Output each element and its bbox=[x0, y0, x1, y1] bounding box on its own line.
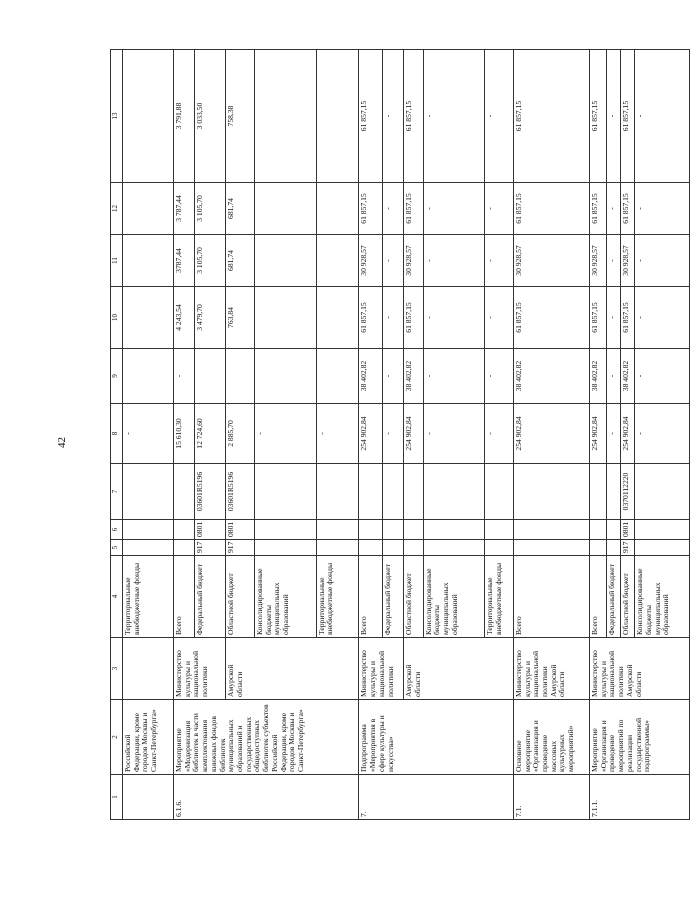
cell: 61 857,15 bbox=[620, 183, 634, 235]
cell: 61 857,15 bbox=[513, 183, 589, 235]
cell bbox=[122, 775, 173, 820]
cell bbox=[383, 520, 404, 540]
cell: - bbox=[423, 349, 485, 404]
cell: 61 857,15 bbox=[620, 287, 634, 349]
cell bbox=[635, 464, 690, 520]
cell bbox=[174, 464, 195, 520]
cell: - bbox=[485, 235, 514, 287]
cell: Министерство культуры и национальной политики bbox=[174, 638, 226, 700]
header-cell: 7 bbox=[111, 464, 123, 520]
cell: 4 243,54 bbox=[174, 287, 195, 349]
header-cell: 1 bbox=[111, 775, 123, 820]
cell: - bbox=[423, 183, 485, 235]
cell: Российской Федерации, кроме городов Москвы и Санкт-Петербурга» bbox=[122, 700, 173, 775]
cell: Федеральный бюджет bbox=[195, 556, 226, 638]
cell: 61 857,15 bbox=[404, 287, 423, 349]
cell bbox=[316, 464, 359, 520]
cell: - bbox=[606, 404, 620, 464]
cell bbox=[635, 520, 690, 540]
cell: Всего bbox=[359, 556, 383, 638]
cell: Министерство культуры и национальной политики Амурской области bbox=[590, 638, 690, 700]
cell bbox=[606, 464, 620, 520]
cell: - bbox=[174, 349, 195, 404]
cell bbox=[359, 520, 383, 540]
cell: 7.1.1. bbox=[590, 775, 690, 820]
cell: 917 bbox=[195, 540, 226, 556]
cell: 3 479,70 bbox=[195, 287, 226, 349]
cell: - bbox=[423, 404, 485, 464]
cell: - bbox=[635, 287, 690, 349]
cell bbox=[359, 464, 383, 520]
cell bbox=[513, 540, 589, 556]
header-cell: 6 bbox=[111, 520, 123, 540]
cell: Федеральный бюджет bbox=[606, 556, 620, 638]
cell: 3 791,88 bbox=[174, 50, 195, 183]
header-cell: 3 bbox=[111, 638, 123, 700]
cell: 3 033,50 bbox=[195, 50, 226, 183]
header-cell: 10 bbox=[111, 287, 123, 349]
cell bbox=[383, 464, 404, 520]
cell bbox=[423, 520, 485, 540]
cell: Всего bbox=[590, 556, 607, 638]
cell: 0801 bbox=[195, 520, 226, 540]
budget-table bbox=[110, 49, 690, 820]
header-row bbox=[111, 50, 123, 820]
cell: 30 928,57 bbox=[404, 235, 423, 287]
header-cell: 4 bbox=[111, 556, 123, 638]
cell: Консолидированные бюджеты муниципальных образований bbox=[254, 556, 316, 638]
cell bbox=[513, 464, 589, 520]
cell bbox=[122, 520, 173, 540]
cell: Подпрограмма «Мероприятия в сфере культуры и искусства» bbox=[359, 700, 513, 775]
cell: 03601R5196 bbox=[195, 464, 226, 520]
cell: Областной бюджет bbox=[404, 556, 423, 638]
header-cell: 11 bbox=[111, 235, 123, 287]
cell bbox=[316, 183, 359, 235]
cell: Всего bbox=[513, 556, 589, 638]
cell: 917 bbox=[226, 540, 255, 556]
cell: 2 885,70 bbox=[226, 404, 255, 464]
cell: - bbox=[485, 287, 514, 349]
table-row bbox=[590, 50, 607, 820]
cell: 03601R5196 bbox=[226, 464, 255, 520]
cell: 38 402,82 bbox=[620, 349, 634, 404]
cell: 61 857,15 bbox=[513, 50, 589, 183]
cell: - bbox=[316, 404, 359, 464]
cell: - bbox=[606, 349, 620, 404]
cell bbox=[606, 540, 620, 556]
cell bbox=[254, 183, 316, 235]
cell bbox=[174, 540, 195, 556]
cell: 12 724,60 bbox=[195, 404, 226, 464]
cell: - bbox=[423, 50, 485, 183]
cell: Территориальные внебюджетные фонды bbox=[122, 556, 173, 638]
cell: - bbox=[485, 50, 514, 183]
page-number: 42 bbox=[56, 437, 68, 448]
cell: 38 402,82 bbox=[513, 349, 589, 404]
cell: 254 902,84 bbox=[513, 404, 589, 464]
cell bbox=[635, 540, 690, 556]
cell: - bbox=[485, 183, 514, 235]
cell: Областной бюджет bbox=[226, 556, 255, 638]
cell: 38 402,82 bbox=[359, 349, 383, 404]
cell: 3 787,44 bbox=[174, 183, 195, 235]
cell: 61 857,15 bbox=[359, 287, 383, 349]
cell: 61 857,15 bbox=[359, 183, 383, 235]
cell: Основное мероприятие «Организация и проведение массовых культурных мероприятий» bbox=[513, 700, 589, 775]
cell: Мероприятие «Модернизация библиотек в части комплектования книжных фондов библиотек муниципальных образований и государственных общедоступных библиотек субъектов Российской Федерации, кроме городов Москвы и Санкт-Петербурга» bbox=[174, 700, 359, 775]
cell: - bbox=[635, 349, 690, 404]
table-row bbox=[513, 50, 589, 820]
cell: - bbox=[383, 235, 404, 287]
cell bbox=[254, 464, 316, 520]
header-cell: 13 bbox=[111, 50, 123, 183]
cell bbox=[122, 464, 173, 520]
cell bbox=[513, 520, 589, 540]
cell: - bbox=[635, 235, 690, 287]
cell: 681,74 bbox=[226, 235, 255, 287]
cell: 30 928,57 bbox=[513, 235, 589, 287]
cell bbox=[316, 235, 359, 287]
cell: - bbox=[383, 404, 404, 464]
table-row bbox=[122, 50, 173, 820]
cell: - bbox=[383, 50, 404, 183]
cell: Территориальные внебюджетные фонды bbox=[485, 556, 514, 638]
header-cell: 2 bbox=[111, 700, 123, 775]
header-cell: 5 bbox=[111, 540, 123, 556]
cell: 61 857,15 bbox=[590, 183, 607, 235]
cell: 758,38 bbox=[226, 50, 255, 183]
cell bbox=[404, 520, 423, 540]
cell bbox=[485, 540, 514, 556]
cell bbox=[485, 464, 514, 520]
cell: 61 857,15 bbox=[359, 50, 383, 183]
cell: - bbox=[635, 404, 690, 464]
cell bbox=[316, 50, 359, 183]
cell: - bbox=[122, 404, 173, 464]
cell: Областной бюджет bbox=[620, 556, 634, 638]
cell: 7. bbox=[359, 775, 513, 820]
cell: - bbox=[606, 183, 620, 235]
cell: - bbox=[606, 287, 620, 349]
cell: Федеральный бюджет bbox=[383, 556, 404, 638]
cell: 3787,44 bbox=[174, 235, 195, 287]
cell bbox=[423, 464, 485, 520]
cell: 6.1.6. bbox=[174, 775, 359, 820]
cell bbox=[383, 540, 404, 556]
cell: 61 857,15 bbox=[404, 50, 423, 183]
cell bbox=[122, 235, 173, 287]
cell bbox=[122, 287, 173, 349]
cell: Амурской области bbox=[404, 638, 513, 700]
cell: Амурской области bbox=[226, 638, 359, 700]
cell bbox=[254, 235, 316, 287]
cell: - bbox=[423, 235, 485, 287]
cell: - bbox=[254, 404, 316, 464]
cell: 38 402,82 bbox=[404, 349, 423, 404]
cell bbox=[590, 540, 607, 556]
cell bbox=[404, 540, 423, 556]
cell: 61 857,15 bbox=[590, 287, 607, 349]
cell: 254 902,84 bbox=[404, 404, 423, 464]
cell: 254 902,84 bbox=[590, 404, 607, 464]
cell: 7.1. bbox=[513, 775, 589, 820]
cell: Всего bbox=[174, 556, 195, 638]
cell bbox=[254, 50, 316, 183]
cell: - bbox=[485, 349, 514, 404]
cell: - bbox=[383, 287, 404, 349]
cell bbox=[174, 520, 195, 540]
cell: - bbox=[423, 287, 485, 349]
table-row bbox=[174, 50, 195, 820]
cell: 917 bbox=[620, 540, 634, 556]
cell: 3 105,70 bbox=[195, 235, 226, 287]
cell: 61 857,15 bbox=[404, 183, 423, 235]
cell bbox=[316, 349, 359, 404]
header-cell: 8 bbox=[111, 404, 123, 464]
cell bbox=[316, 520, 359, 540]
cell: Консолидированные бюджеты муниципальных образований bbox=[423, 556, 485, 638]
cell bbox=[122, 50, 173, 183]
cell bbox=[423, 540, 485, 556]
cell: 30 928,57 bbox=[590, 235, 607, 287]
cell: 61 857,15 bbox=[590, 50, 607, 183]
cell bbox=[606, 520, 620, 540]
cell: Консолидированные бюджеты муниципальных образований bbox=[635, 556, 690, 638]
cell: 763,84 bbox=[226, 287, 255, 349]
cell: 61 857,15 bbox=[513, 287, 589, 349]
cell bbox=[590, 520, 607, 540]
cell: 30 928,57 bbox=[359, 235, 383, 287]
cell bbox=[122, 638, 173, 700]
cell bbox=[485, 520, 514, 540]
cell: 254 902,84 bbox=[620, 404, 634, 464]
cell bbox=[122, 540, 173, 556]
cell: 38 402,82 bbox=[590, 349, 607, 404]
cell bbox=[316, 540, 359, 556]
cell bbox=[226, 349, 255, 404]
cell: 0801 bbox=[226, 520, 255, 540]
cell: Мероприятие «Организация и проведение мероприятий по реализации государственной подпрограммы» bbox=[590, 700, 690, 775]
header-cell: 9 bbox=[111, 349, 123, 404]
cell bbox=[122, 349, 173, 404]
cell bbox=[404, 464, 423, 520]
cell: 3 105,70 bbox=[195, 183, 226, 235]
cell bbox=[122, 183, 173, 235]
cell bbox=[254, 540, 316, 556]
budget-table-rotated bbox=[110, 50, 690, 820]
cell: - bbox=[606, 50, 620, 183]
cell: 0370112220 bbox=[620, 464, 634, 520]
cell: Территориальные внебюджетные фонды bbox=[316, 556, 359, 638]
cell: 254 902,84 bbox=[359, 404, 383, 464]
table-row bbox=[359, 50, 383, 820]
cell: - bbox=[383, 349, 404, 404]
cell bbox=[254, 520, 316, 540]
cell: 15 610,30 bbox=[174, 404, 195, 464]
cell: - bbox=[635, 183, 690, 235]
cell: Министерство культуры и национальной политики bbox=[359, 638, 404, 700]
header-cell: 12 bbox=[111, 183, 123, 235]
cell: - bbox=[383, 183, 404, 235]
cell bbox=[359, 540, 383, 556]
cell: - bbox=[635, 50, 690, 183]
cell: 0801 bbox=[620, 520, 634, 540]
cell bbox=[195, 349, 226, 404]
cell bbox=[590, 464, 607, 520]
cell bbox=[316, 287, 359, 349]
cell: - bbox=[485, 404, 514, 464]
cell: 30 928,57 bbox=[620, 235, 634, 287]
cell: 681,74 bbox=[226, 183, 255, 235]
cell: 61 857,15 bbox=[620, 50, 634, 183]
cell: - bbox=[606, 235, 620, 287]
cell: Министерство культуры и национальной политики Амурской области bbox=[513, 638, 589, 700]
cell bbox=[254, 287, 316, 349]
cell bbox=[254, 349, 316, 404]
